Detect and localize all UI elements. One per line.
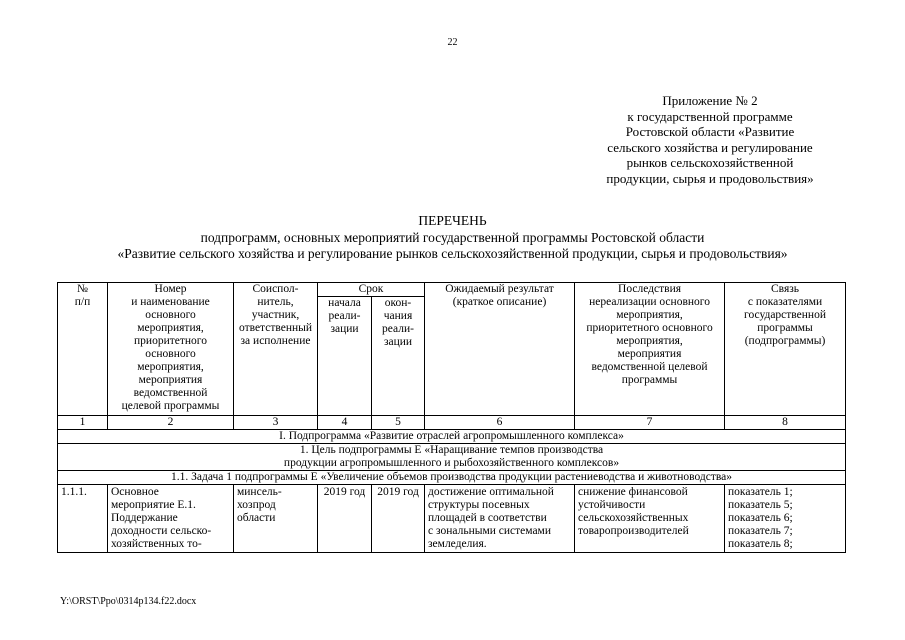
header-consequences: [575, 283, 725, 416]
text-line: 2019 год: [323, 486, 366, 498]
text-line: п/п: [74, 296, 91, 308]
text-line: земледелия.: [428, 538, 487, 550]
column-number: 5: [372, 416, 425, 430]
appendix-line: Ростовской области «Развитие: [625, 124, 795, 139]
appendix-line: рынков сельскохозяйственной: [626, 155, 794, 170]
text-line: зации: [330, 323, 359, 335]
row-end: [372, 485, 425, 553]
column-number: 2: [108, 416, 234, 430]
text-line: Номер: [154, 283, 187, 295]
goal-row: [58, 444, 846, 471]
text-line: показатель 6;: [728, 512, 793, 524]
text-line: ответственный: [238, 322, 313, 334]
text-line: основного: [145, 309, 196, 321]
title-line: подпрограмм, основных мероприятий государственной программы Ростовской области: [200, 229, 705, 245]
text-line: программы: [621, 374, 678, 386]
row-name: [108, 485, 234, 553]
text-line: Основное: [111, 486, 159, 498]
text-line: с показателями: [747, 296, 823, 308]
text-line: мероприятия,: [616, 335, 683, 347]
text-line: области: [237, 512, 276, 524]
header-start: [318, 297, 372, 416]
text-line: ведомственной целевой: [591, 361, 708, 373]
column-number: 1: [58, 416, 108, 430]
page-number: 22: [447, 37, 458, 48]
title-line: «Развитие сельского хозяйства и регулирование рынков сельскохозяйственной продукции, сырья и продовольствия»: [117, 246, 788, 261]
text-line: (краткое описание): [452, 296, 547, 308]
text-line: нитель,: [257, 296, 294, 308]
column-number: 6: [425, 416, 575, 430]
text-line: целевой программы: [121, 400, 220, 412]
text-line: Связь: [771, 283, 800, 295]
column-number: 4: [318, 416, 372, 430]
text-line: мероприятия: [617, 348, 682, 360]
text-line: с зональными системами: [428, 525, 551, 537]
document-title: [40, 213, 865, 263]
row-link: [725, 485, 846, 553]
subprogram-row: I. Подпрограмма «Развитие отраслей агропромышленного комплекса»: [58, 430, 846, 444]
text-line: мероприятия,: [137, 361, 204, 373]
text-line: хозяйственных то-: [111, 538, 202, 550]
header-name: [108, 283, 234, 416]
text-line: товаропроизводителей: [578, 525, 689, 537]
header-link: [725, 283, 846, 416]
header-term: Срок: [318, 283, 425, 297]
text-line: мероприятия,: [616, 309, 683, 321]
appendix-line: сельского хозяйства и регулирование: [607, 139, 813, 155]
text-line: структуры посевных: [428, 499, 530, 511]
row-num: [58, 485, 108, 553]
header-end: [372, 297, 425, 416]
text-line: мероприятие Е.1.: [111, 499, 196, 511]
row-start: [318, 485, 372, 553]
text-line: хозпрод: [237, 499, 276, 511]
text-line: 1.1.1.: [61, 486, 87, 498]
text-line: чания: [383, 310, 413, 322]
text-line: площадей в соответстви: [428, 512, 547, 524]
row-consequences: [575, 485, 725, 553]
text-line: показатель 1;: [728, 486, 793, 498]
text-line: минсель-: [237, 486, 282, 498]
text-line: государственной: [744, 309, 826, 321]
appendix-line: Приложение № 2: [662, 93, 758, 108]
text-line: участник,: [251, 309, 300, 321]
row-executor: [234, 485, 318, 553]
text-line: №: [77, 283, 88, 295]
column-number: 8: [725, 416, 846, 430]
header-num: [58, 283, 108, 416]
row-expected: [425, 485, 575, 553]
text-line: ведомственной: [133, 387, 208, 399]
text-line: (подпрограммы): [744, 335, 826, 347]
text-line: реали-: [328, 310, 361, 322]
appendix-line: продукции, сырья и продовольствия»: [606, 170, 814, 186]
goal-line: продукции агропромышленного и рыбохозяйственного комплексов»: [283, 457, 620, 469]
text-line: показатель 8;: [728, 538, 793, 550]
column-number: 7: [575, 416, 725, 430]
text-line: достижение оптимальной: [428, 486, 554, 498]
text-line: начала: [328, 297, 361, 309]
text-line: реали-: [382, 323, 414, 335]
text-line: 2019 год: [377, 486, 419, 498]
header-executor: [234, 283, 318, 416]
text-line: сельскохозяйственных: [578, 512, 689, 524]
text-line: доходности сельско-: [111, 525, 212, 537]
text-line: зации: [383, 336, 413, 348]
text-line: устойчивости: [578, 499, 646, 511]
text-line: Ожидаемый результат: [445, 283, 554, 295]
text-line: показатель 7;: [728, 525, 793, 537]
text-line: Последствия: [618, 283, 682, 295]
program-table: [57, 282, 846, 553]
text-line: Поддержание: [111, 512, 178, 524]
appendix-line: к государственной программе: [627, 108, 793, 124]
text-line: основного: [145, 348, 196, 360]
text-line: программы: [757, 322, 813, 334]
text-line: и наименование: [131, 296, 210, 308]
column-number: 3: [234, 416, 318, 430]
text-line: показатель 5;: [728, 499, 793, 511]
text-line: окон-: [384, 297, 412, 309]
file-path-footer: Y:\ORST\Ppo\0314p134.f22.docx: [60, 596, 197, 607]
goal-line: 1. Цель подпрограммы Е «Наращивание темпов производства: [299, 444, 604, 456]
text-line: снижение финансовой: [578, 486, 688, 498]
text-line: нереализации основного: [589, 296, 710, 308]
task-row: 1.1. Задача 1 подпрограммы Е «Увеличение объемов производства продукции растениеводства и животноводства»: [58, 471, 846, 485]
header-expected: [425, 283, 575, 416]
appendix-block: [585, 93, 835, 186]
text-line: приоритетного основного: [586, 322, 713, 334]
text-line: мероприятия,: [137, 322, 204, 334]
text-line: мероприятия: [138, 374, 203, 386]
title-heading: ПЕРЕЧЕНЬ: [418, 213, 487, 228]
text-line: приоритетного: [134, 335, 207, 347]
text-line: за исполнение: [240, 335, 311, 347]
text-line: Соиспол-: [252, 283, 299, 295]
